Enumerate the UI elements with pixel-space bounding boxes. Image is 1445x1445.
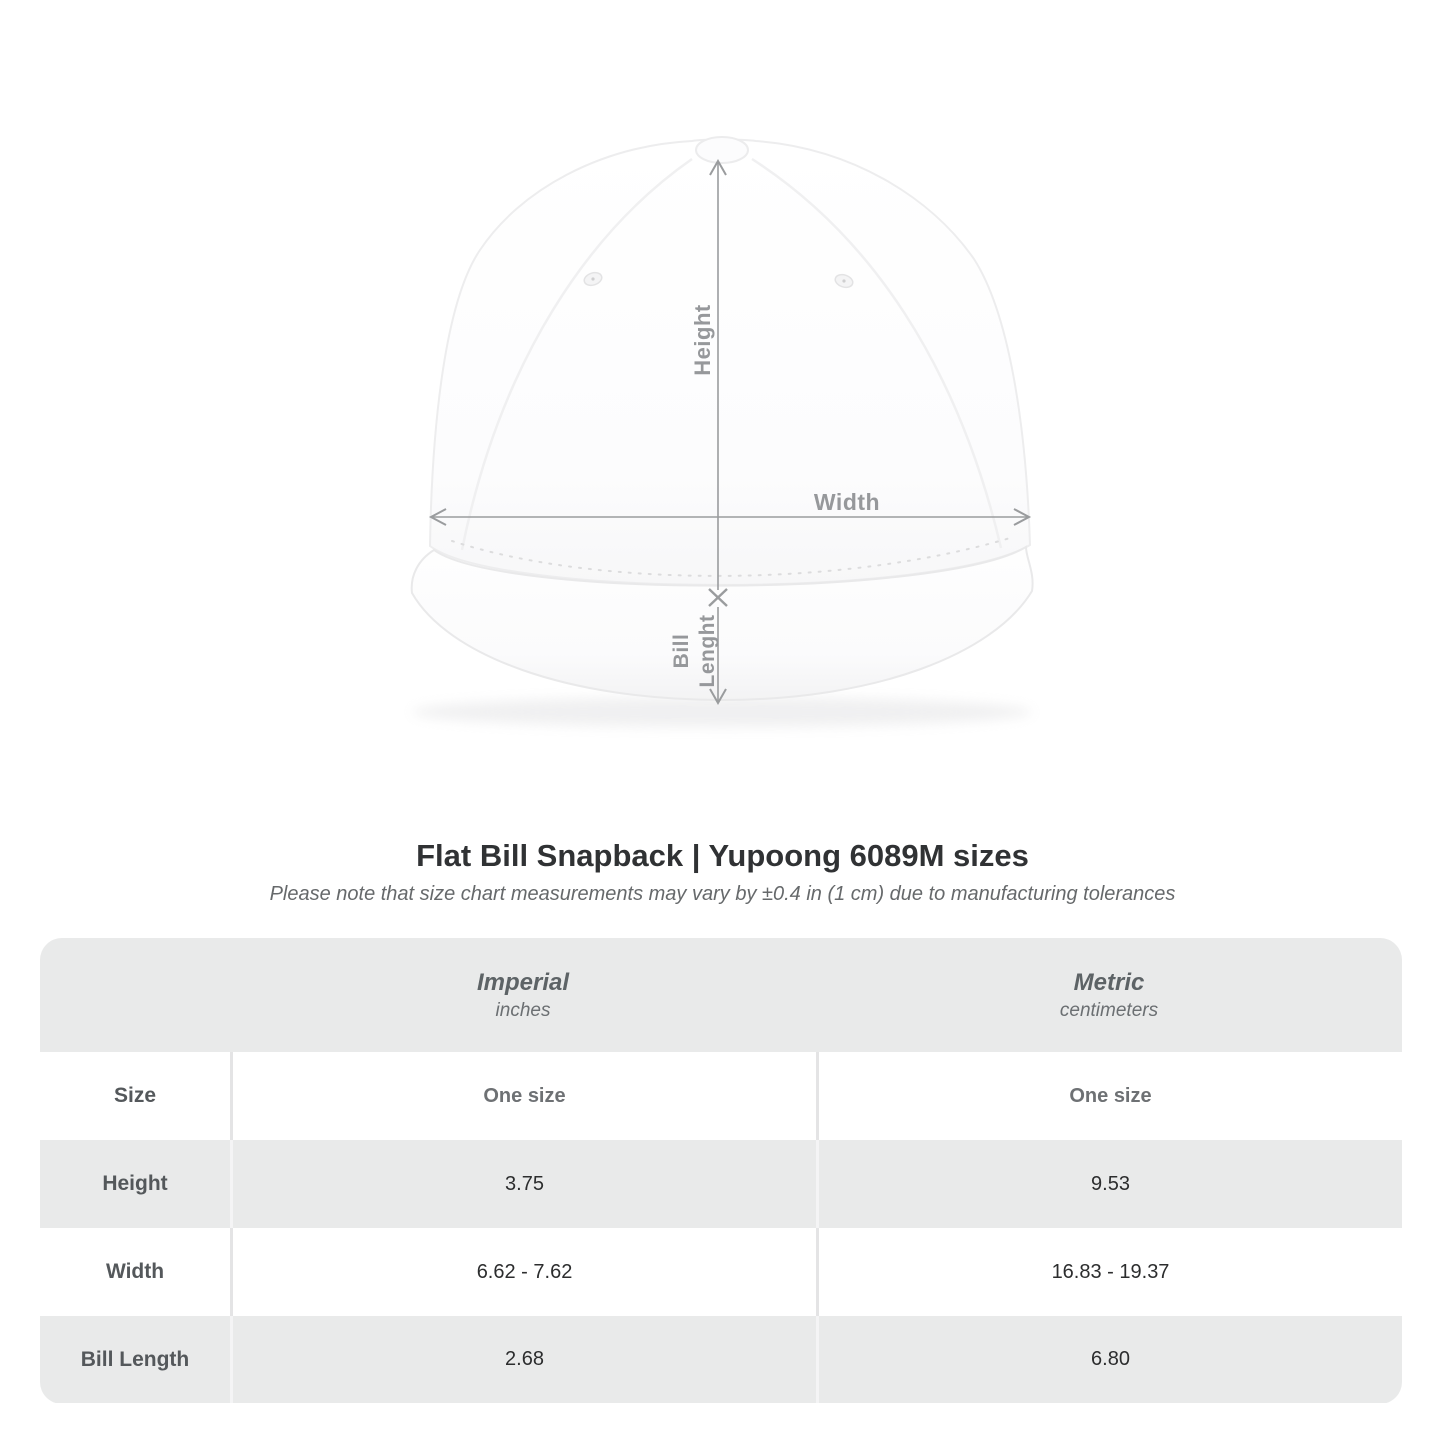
bill-length-dimension-label: Bill Lenght bbox=[670, 614, 719, 688]
page-title: Flat Bill Snapback | Yupoong 6089M sizes bbox=[416, 838, 1029, 873]
table-row-size bbox=[40, 1052, 1402, 1140]
row-label: Bill Length bbox=[80, 1347, 190, 1371]
row-label: Size bbox=[113, 1084, 157, 1107]
metric-column-title: Metric bbox=[1073, 968, 1145, 996]
imperial-column-title: Imperial bbox=[476, 968, 570, 996]
height-dimension-label: Height bbox=[690, 304, 715, 376]
imperial-column-header bbox=[230, 938, 816, 1052]
metric-value: 16.83 - 19.37 bbox=[816, 1228, 1402, 1316]
hat-crown bbox=[430, 140, 1030, 585]
row-label: Height bbox=[102, 1172, 168, 1195]
metric-value: 9.53 bbox=[816, 1140, 1402, 1228]
hat-button bbox=[696, 137, 748, 163]
metric-column-header bbox=[816, 938, 1402, 1052]
imperial-column-unit: inches bbox=[495, 999, 551, 1021]
metric-value: One size bbox=[816, 1052, 1402, 1140]
tolerance-note: Please note that size chart measurements may vary by ±0.4 in (1 cm) due to manufacturing tolerances bbox=[269, 883, 1176, 905]
row-label: Width bbox=[105, 1260, 165, 1283]
hat-shadow bbox=[412, 697, 1032, 727]
table-row-width bbox=[40, 1228, 1402, 1316]
imperial-value: 2.68 bbox=[230, 1316, 816, 1403]
imperial-value: 6.62 - 7.62 bbox=[230, 1228, 816, 1316]
imperial-value: One size bbox=[230, 1052, 816, 1140]
metric-value: 6.80 bbox=[816, 1316, 1402, 1403]
size-chart-table bbox=[40, 938, 1402, 1404]
width-dimension-label: Width bbox=[813, 488, 881, 515]
heading-block bbox=[0, 838, 1445, 906]
table-row-height bbox=[40, 1140, 1402, 1228]
table-row-bill-length bbox=[40, 1316, 1402, 1403]
imperial-value: 3.75 bbox=[230, 1140, 816, 1228]
header-spacer-cell bbox=[40, 938, 230, 1052]
metric-column-unit: centimeters bbox=[1059, 999, 1159, 1021]
table-header-row bbox=[40, 938, 1402, 1052]
